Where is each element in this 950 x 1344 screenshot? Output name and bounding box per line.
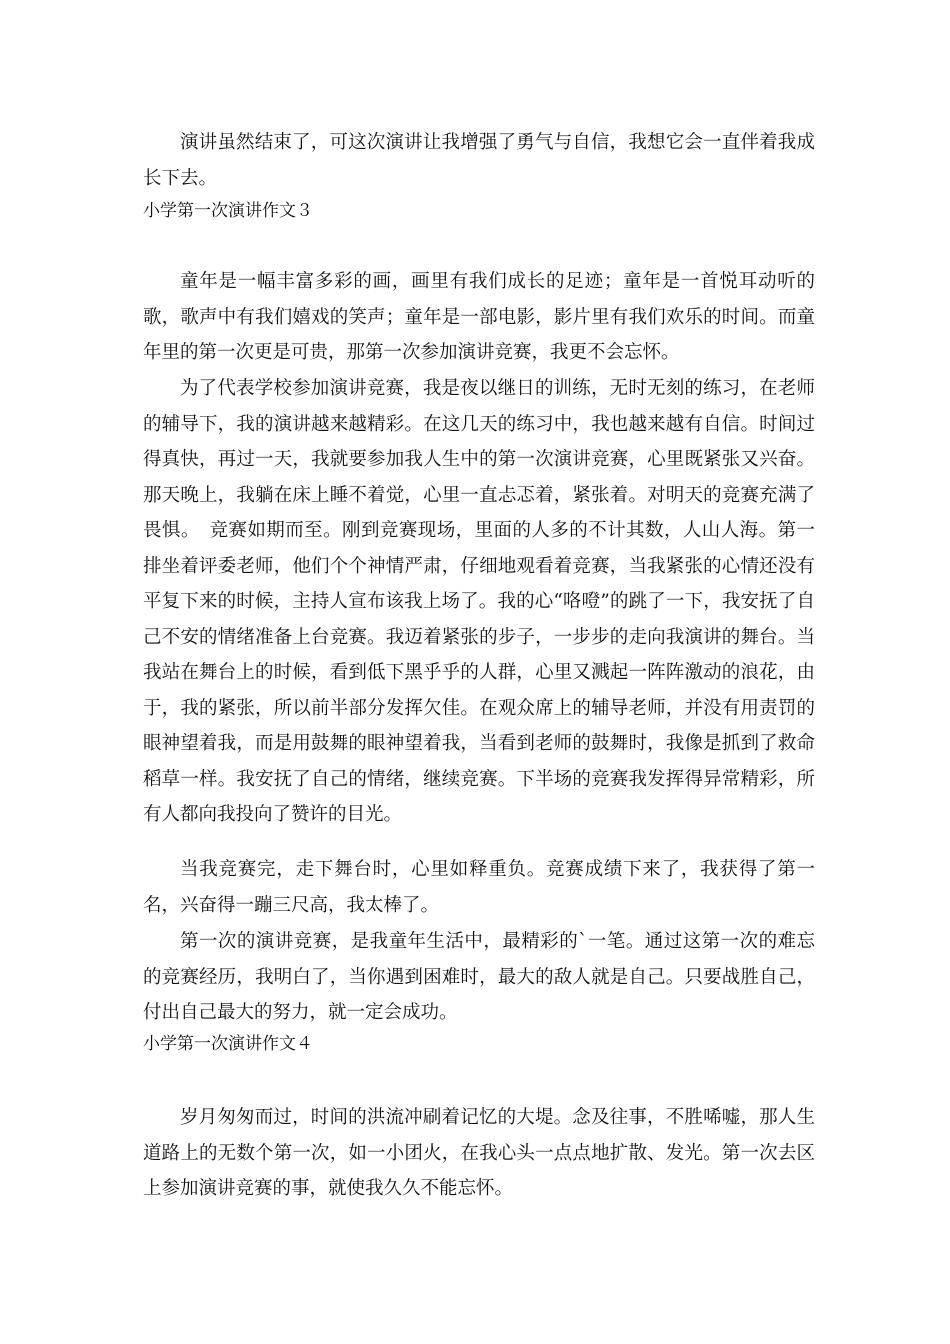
paragraph-story: 为了代表学校参加演讲竞赛，我是夜以继日的训练，无时无刻的练习，在老师的辅导下，我的演讲越来越精彩。在这几天的练习中，我也越来越有自信。时间过得真快，再过一天，我就要参加我人生中的第一次演讲竞赛，心里既紧张又兴奋。那天晚上，我躺在床上睡不着觉，心里一直忐忑着，紧张着。对明天的竞赛充满了畏惧。 竞赛如期而至。刚到竞赛现场，里面的人多的不计其数，人山人海。第一排坐着评委老师，他们个个神情严肃，仔细地观看着竞赛，当我紧张的心情还没有平复下来的时候，主持人宣布该我上场了。我的心“咯噔”的跳了一下，我安抚了自己不安的情绪准备上台竞赛。我迈着紧张的步子，一步步的走向我演讲的舞台。当我站在舞台上的时候，看到低下黑乎乎的人群，心里又溅起一阵阵激动的浪花，由于，我的紧张，所以前半部分发挥欠佳。在观众席上的辅导老师，并没有用责罚的眼神望着我，而是用鼓舞的眼神望着我，当看到老师的鼓舞时，我像是抓到了救命稻草一样。我安抚了自己的情绪，继续竞赛。下半场的竞赛我发挥得异常精彩，所有人都向我投向了赞许的目光。 — [143, 378, 815, 825]
paragraph-reflection: 第一次的演讲竞赛，是我童年生活中，最精彩的`一笔。通过这第一次的难忘的竞赛经历，我明白了，当你遇到困难时，最大的敌人就是自己。只要战胜自己，付出自己最大的努力，就一定会成功。 — [143, 931, 815, 1023]
paragraph-conclusion: 演讲虽然结束了，可这次演讲让我增强了勇气与自信，我想它会一直伴着我成长下去。 — [143, 132, 815, 189]
paragraph-memories: 岁月匆匆而过，时间的洪流冲刷着记忆的大堤。念及往事，不胜唏嘘，那人生道路上的无数个第一次，如一小团火，在我心头一点点地扩散、发光。第一次去区上参加演讲竞赛的事，就使我久久不能忘怀。 — [143, 1107, 815, 1199]
paragraph-intro: 童年是一幅丰富多彩的画，画里有我们成长的足迹；童年是一首悦耳动听的歌，歌声中有我们嬉戏的笑声；童年是一部电影，影片里有我们欢乐的时间。而童年里的第一次更是可贵，那第一次参加演讲竞赛，我更不会忘怀。 — [143, 271, 815, 363]
section-heading-3: 小学第一次演讲作文３ — [143, 201, 313, 221]
section-heading-4: 小学第一次演讲作文４ — [143, 1034, 313, 1054]
paragraph-result: 当我竞赛完，走下舞台时，心里如释重负。竞赛成绩下来了，我获得了第一名，兴奋得一蹦三尺高，我太棒了。 — [143, 859, 815, 916]
